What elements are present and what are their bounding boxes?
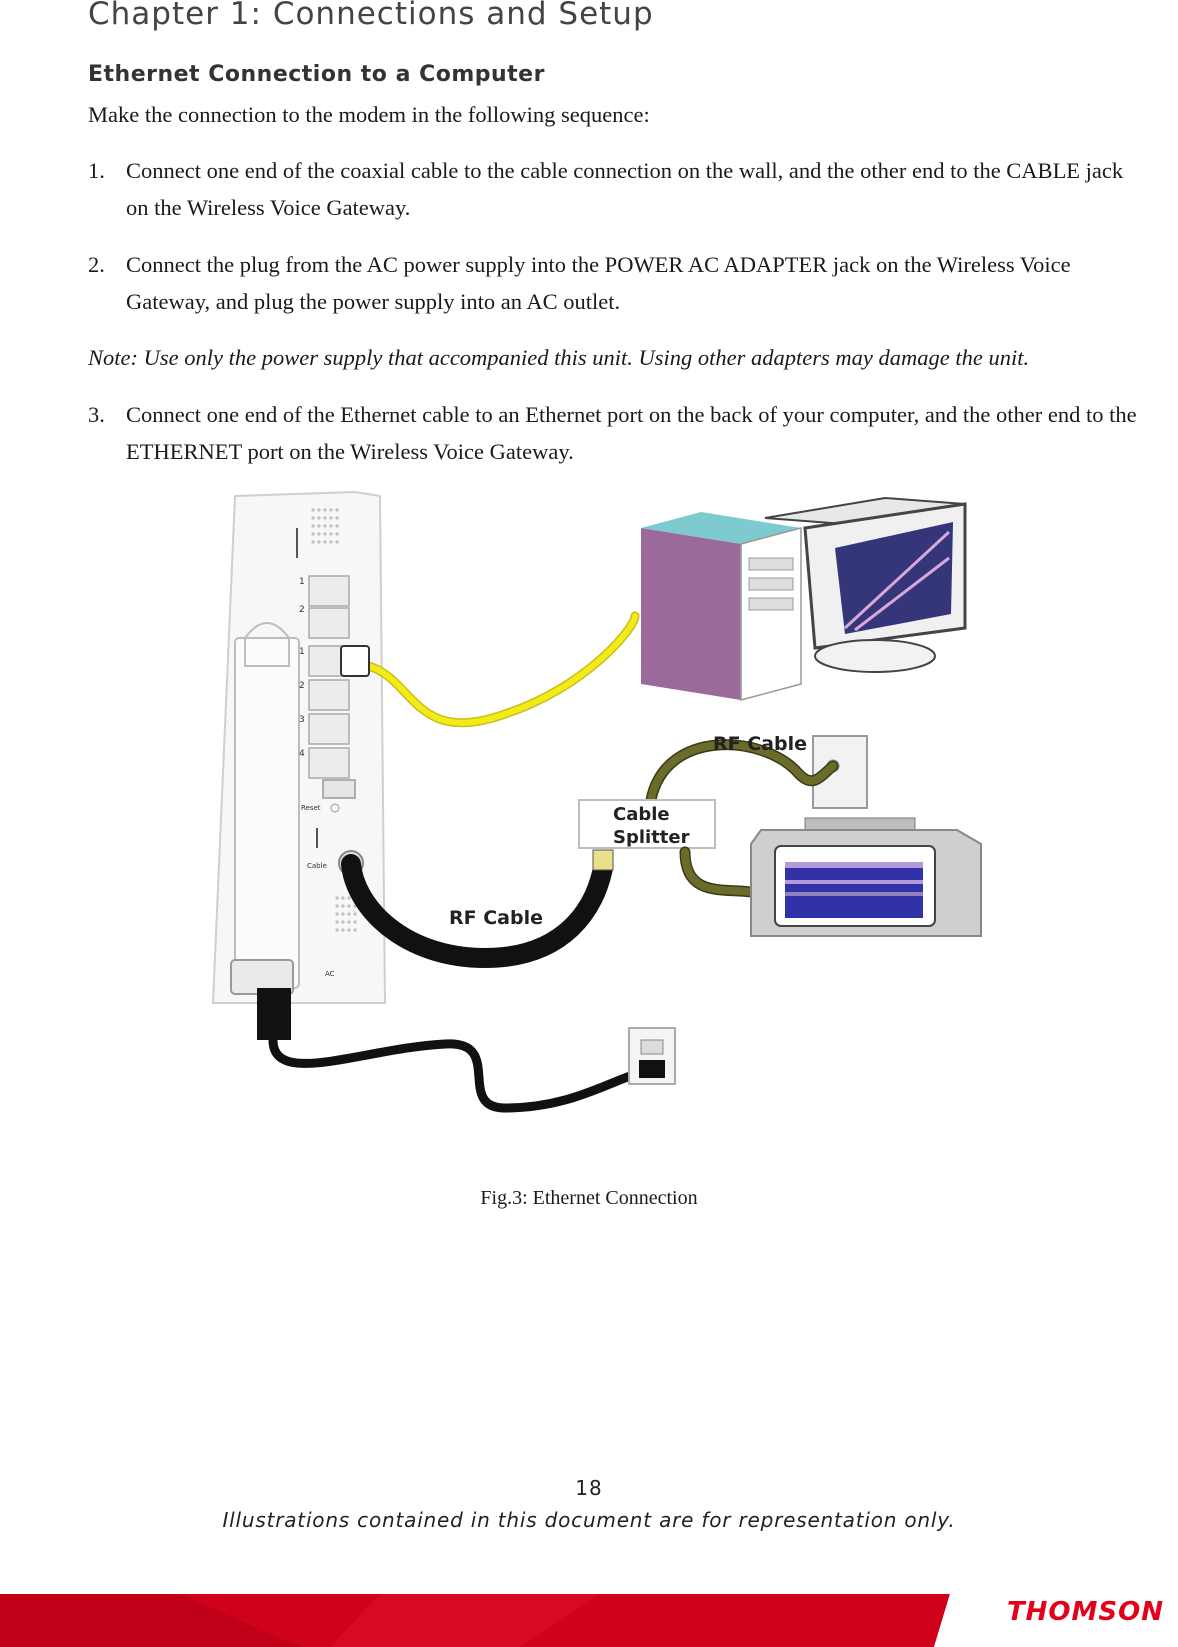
ac-port-label: AC [325, 970, 335, 978]
cable-splitter [579, 800, 715, 848]
television [751, 818, 981, 936]
port-label: 4 [299, 749, 305, 759]
splitter-label-line2: Splitter [613, 827, 690, 848]
phone-port-2 [309, 608, 349, 638]
step-number: 3. [88, 402, 105, 427]
rf-cable-label-bottom: RF Cable [449, 907, 543, 929]
reset-label: Reset [301, 804, 321, 812]
port-label: 1 [299, 647, 305, 657]
gateway-stand [235, 638, 299, 988]
page-number: 18 [575, 1476, 603, 1500]
step-3 [88, 396, 1148, 470]
step-1 [88, 152, 1148, 226]
chapter-title: Chapter 1: Connections and Setup [88, 0, 654, 32]
footer-band [0, 1594, 1178, 1647]
ethernet-port-3 [309, 714, 349, 744]
section-heading: Ethernet Connection to a Computer [88, 62, 545, 87]
ethernet-connection-figure [205, 488, 1035, 1148]
power-plug [257, 988, 291, 1040]
phone-port-1 [309, 576, 349, 606]
figure-caption: Fig.3: Ethernet Connection [480, 1187, 698, 1209]
power-cable [273, 1040, 661, 1108]
port-label: 2 [299, 681, 305, 691]
port-label: 1 [299, 577, 305, 587]
note-text: Note: Use only the power supply that accompanied this unit. Using other adapters may damage the unit. [88, 345, 1030, 370]
step-text: Connect one end of the Ethernet cable to an Ethernet port on the back of your computer, and the other end to the ETHERNET port on the Wireless Voice Gateway. [126, 402, 1137, 464]
disclaimer: Illustrations contained in this document are for representation only. [222, 1508, 956, 1532]
cable-port-label: Cable [307, 862, 327, 870]
port-label: 3 [299, 715, 305, 725]
usb-port [323, 780, 355, 798]
gateway-device [213, 492, 385, 1003]
splitter-label-line1: Cable [613, 804, 670, 825]
step-2 [88, 246, 1148, 320]
step-number: 1. [88, 158, 105, 183]
ethernet-port-2 [309, 680, 349, 710]
ethernet-port-4 [309, 748, 349, 778]
ethernet-cable [353, 616, 635, 723]
ethernet-plug [341, 646, 369, 676]
step-text: Connect one end of the coaxial cable to the cable connection on the wall, and the other end to the CABLE jack on the Wireless Voice Gateway. [126, 158, 1124, 220]
port-label: 2 [299, 605, 305, 615]
computer-tower [641, 512, 801, 700]
rf-cable-label-top: RF Cable [713, 733, 807, 755]
step-text: Connect the plug from the AC power supply into the POWER AC ADAPTER jack on the Wireless Voice Gateway, and plug the power supply into an AC outlet. [126, 252, 1071, 314]
thomson-logo: THOMSON [1006, 1597, 1164, 1627]
step-number: 2. [88, 252, 105, 277]
intro-text: Make the connection to the modem in the following sequence: [88, 102, 650, 127]
